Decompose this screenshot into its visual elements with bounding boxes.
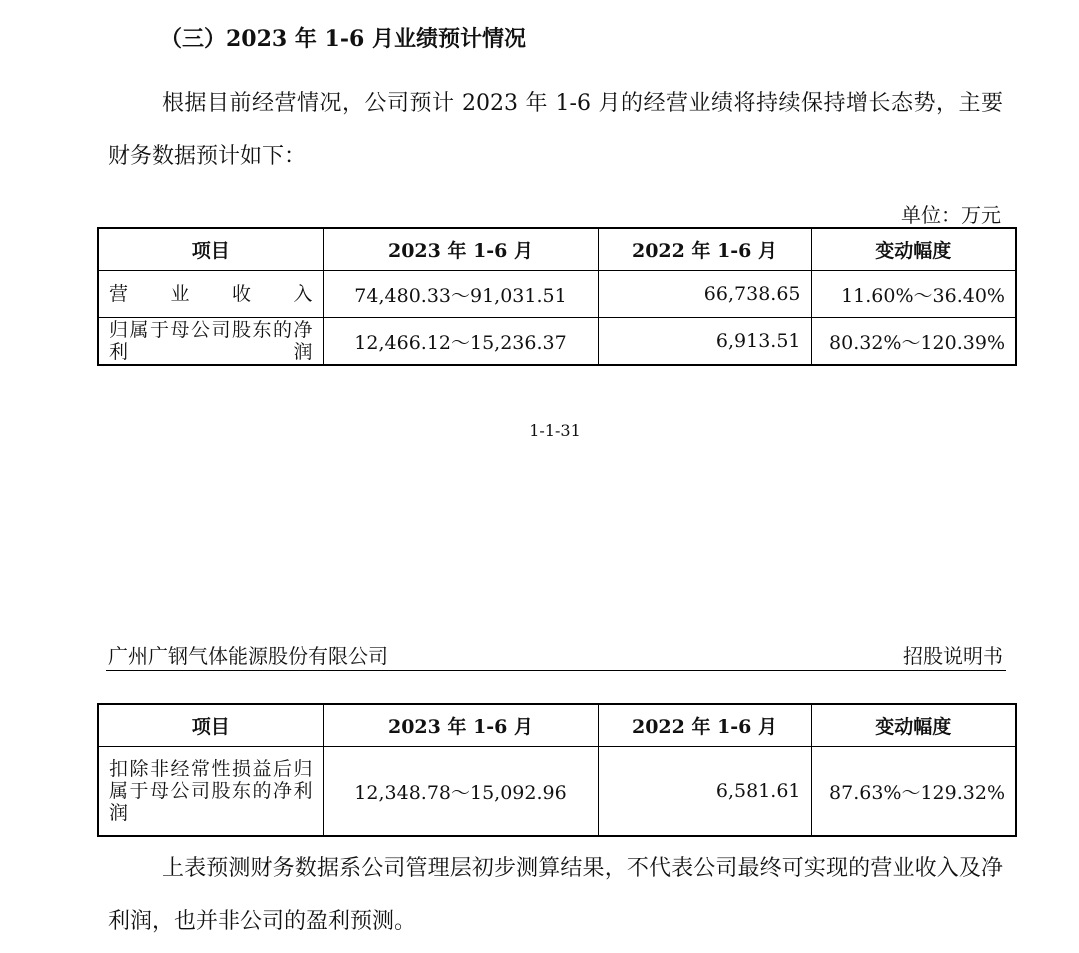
row-range-2023: 74,480.33～91,031.51 xyxy=(323,271,598,318)
header-2022: 2022 年 1-6 月 xyxy=(598,228,811,271)
row-change: 80.32%～120.39% xyxy=(811,318,1016,366)
intro-paragraph: 根据目前经营情况，公司预计 2023 年 1-6 月的经营业绩将持续保持增长态势，主要财务数据预计如下： xyxy=(108,91,1003,169)
closing-paragraph: 上表预测财务数据系公司管理层初步测算结果，不代表公司最终可实现的营业收入及净利润，也并非公司的盈利预测。 xyxy=(108,856,1003,934)
row-range-2023: 12,466.12～15,236.37 xyxy=(323,318,598,366)
table-row xyxy=(98,271,1016,318)
header-divider xyxy=(106,670,1006,671)
row-item: 扣除非经常性损益后归属于母公司股东的净利润 xyxy=(98,747,323,837)
table-row xyxy=(98,318,1016,366)
row-value-2022: 66,738.65 xyxy=(598,271,811,318)
row-range-2023: 12,348.78～15,092.96 xyxy=(323,747,598,837)
company-name: 广州广钢气体能源股份有限公司 xyxy=(108,644,388,668)
header-item: 项目 xyxy=(98,704,323,747)
header-2022: 2022 年 1-6 月 xyxy=(598,704,811,747)
section-title: （三）2023 年 1-6 月业绩预计情况 xyxy=(160,26,526,52)
forecast-table-part2 xyxy=(97,703,1017,837)
table-row xyxy=(98,747,1016,837)
row-value-2022: 6,581.61 xyxy=(598,747,811,837)
document-type: 招股说明书 xyxy=(903,644,1003,668)
table-header-row xyxy=(98,228,1016,271)
header-2023: 2023 年 1-6 月 xyxy=(323,228,598,271)
page-number: 1-1-31 xyxy=(529,421,581,440)
row-change: 11.60%～36.40% xyxy=(811,271,1016,318)
header-change: 变动幅度 xyxy=(811,704,1016,747)
forecast-table-part1 xyxy=(97,227,1017,366)
row-item: 营业收入 xyxy=(98,271,323,318)
header-2023: 2023 年 1-6 月 xyxy=(323,704,598,747)
row-item: 归属于母公司股东的净利润 xyxy=(98,318,323,366)
header-item: 项目 xyxy=(98,228,323,271)
row-value-2022: 6,913.51 xyxy=(598,318,811,366)
unit-label: 单位：万元 xyxy=(901,203,1001,227)
header-change: 变动幅度 xyxy=(811,228,1016,271)
table-header-row xyxy=(98,704,1016,747)
row-change: 87.63%～129.32% xyxy=(811,747,1016,837)
